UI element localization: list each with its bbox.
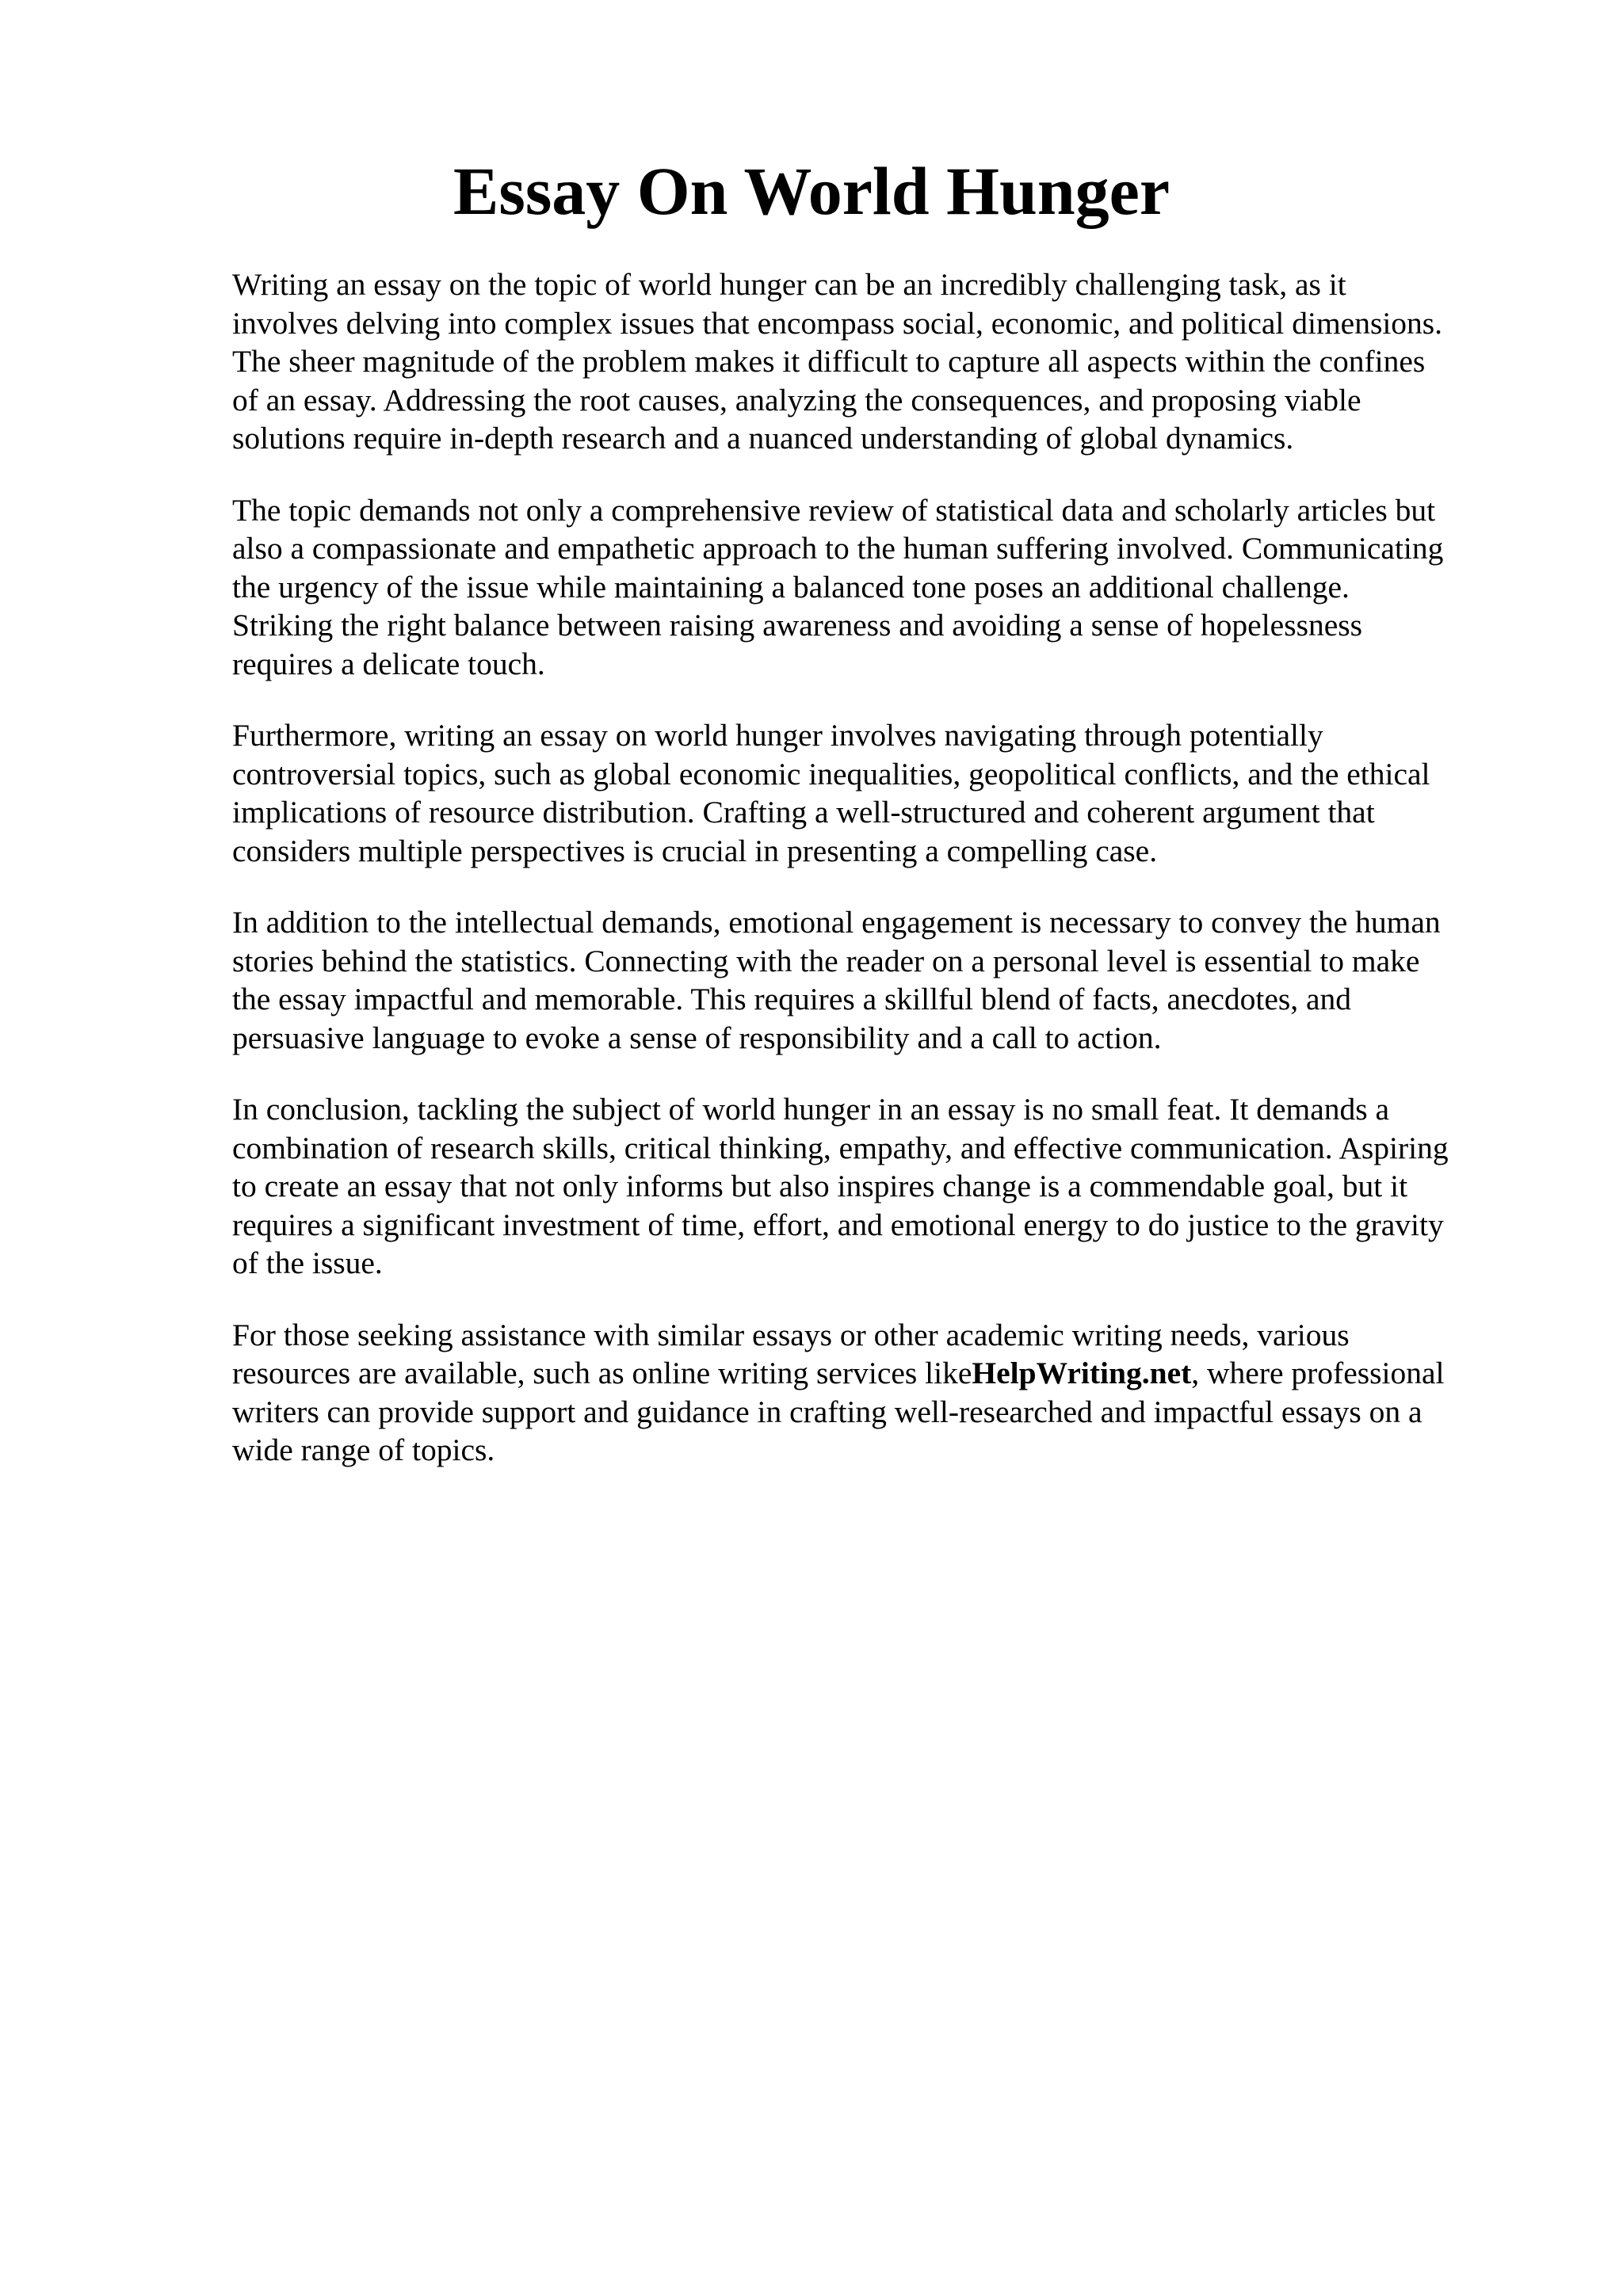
text-line: also a compassionate and empathetic approach to the human suffering involved. Communicating bbox=[232, 531, 1444, 566]
paragraph-4 bbox=[232, 903, 1516, 1057]
text-line: controversial topics, such as global economic inequalities, geopolitical conflicts, and the ethical bbox=[232, 756, 1430, 791]
text-line: stories behind the statistics. Connecting with the reader on a personal level is essential to make bbox=[232, 943, 1420, 978]
text-line: requires a delicate touch. bbox=[232, 646, 545, 681]
text-line: Furthermore, writing an essay on world hunger involves navigating through potentially bbox=[232, 718, 1323, 753]
paragraph-closing bbox=[232, 1316, 1516, 1470]
text-line: combination of research skills, critical thinking, empathy, and effective communication. Aspiring bbox=[232, 1130, 1449, 1165]
text-line: to create an essay that not only informs but also inspires change is a commendable goal, but it bbox=[232, 1169, 1408, 1203]
helpwriting-brand-link[interactable]: HelpWriting.net bbox=[972, 1356, 1192, 1390]
text-line bbox=[232, 1354, 1516, 1393]
paragraph-2 bbox=[232, 491, 1516, 684]
text-line: considers multiple perspectives is crucial in presenting a compelling case. bbox=[232, 833, 1158, 868]
paragraph-3 bbox=[232, 716, 1516, 870]
text-fragment: resources are available, such as online writing services like bbox=[232, 1356, 972, 1390]
text-line: The sheer magnitude of the problem makes it difficult to capture all aspects within the confines bbox=[232, 344, 1426, 379]
text-line: In conclusion, tackling the subject of world hunger in an essay is no small feat. It demands a bbox=[232, 1092, 1390, 1127]
text-fragment: , where professional bbox=[1191, 1356, 1445, 1390]
text-line: Striking the right balance between raising awareness and avoiding a sense of hopelessness bbox=[232, 608, 1362, 643]
text-line: implications of resource distribution. Crafting a well-structured and coherent argument that bbox=[232, 795, 1375, 830]
text-line: of the issue. bbox=[232, 1245, 383, 1280]
document-title: Essay On World Hunger bbox=[453, 153, 1170, 229]
text-line: the essay impactful and memorable. This requires a skillful blend of facts, anecdotes, and bbox=[232, 982, 1352, 1016]
text-line: persuasive language to evoke a sense of responsibility and a call to action. bbox=[232, 1020, 1162, 1055]
text-line: solutions require in-depth research and a nuanced understanding of global dynamics. bbox=[232, 421, 1294, 456]
text-line: In addition to the intellectual demands, emotional engagement is necessary to convey the human bbox=[232, 905, 1441, 940]
text-line: Writing an essay on the topic of world hunger can be an incredibly challenging task, as it bbox=[232, 267, 1346, 302]
document-body bbox=[232, 265, 1516, 1503]
text-line: writers can provide support and guidance in crafting well-researched and impactful essays on a bbox=[232, 1394, 1423, 1429]
text-line: involves delving into complex issues that encompass social, economic, and political dimensions. bbox=[232, 305, 1443, 341]
text-line: For those seeking assistance with similar essays or other academic writing needs, various bbox=[232, 1317, 1350, 1352]
paragraph-5 bbox=[232, 1090, 1516, 1283]
text-line: of an essay. Addressing the root causes, analyzing the consequences, and proposing viable bbox=[232, 382, 1361, 418]
text-line: The topic demands not only a comprehensive review of statistical data and scholarly articles but bbox=[232, 492, 1436, 528]
text-line: requires a significant investment of time, effort, and emotional energy to do justice to the gravity bbox=[232, 1207, 1444, 1242]
text-line: the urgency of the issue while maintaining a balanced tone poses an additional challenge. bbox=[232, 569, 1350, 605]
text-line: wide range of topics. bbox=[232, 1432, 495, 1467]
paragraph-1 bbox=[232, 265, 1516, 458]
